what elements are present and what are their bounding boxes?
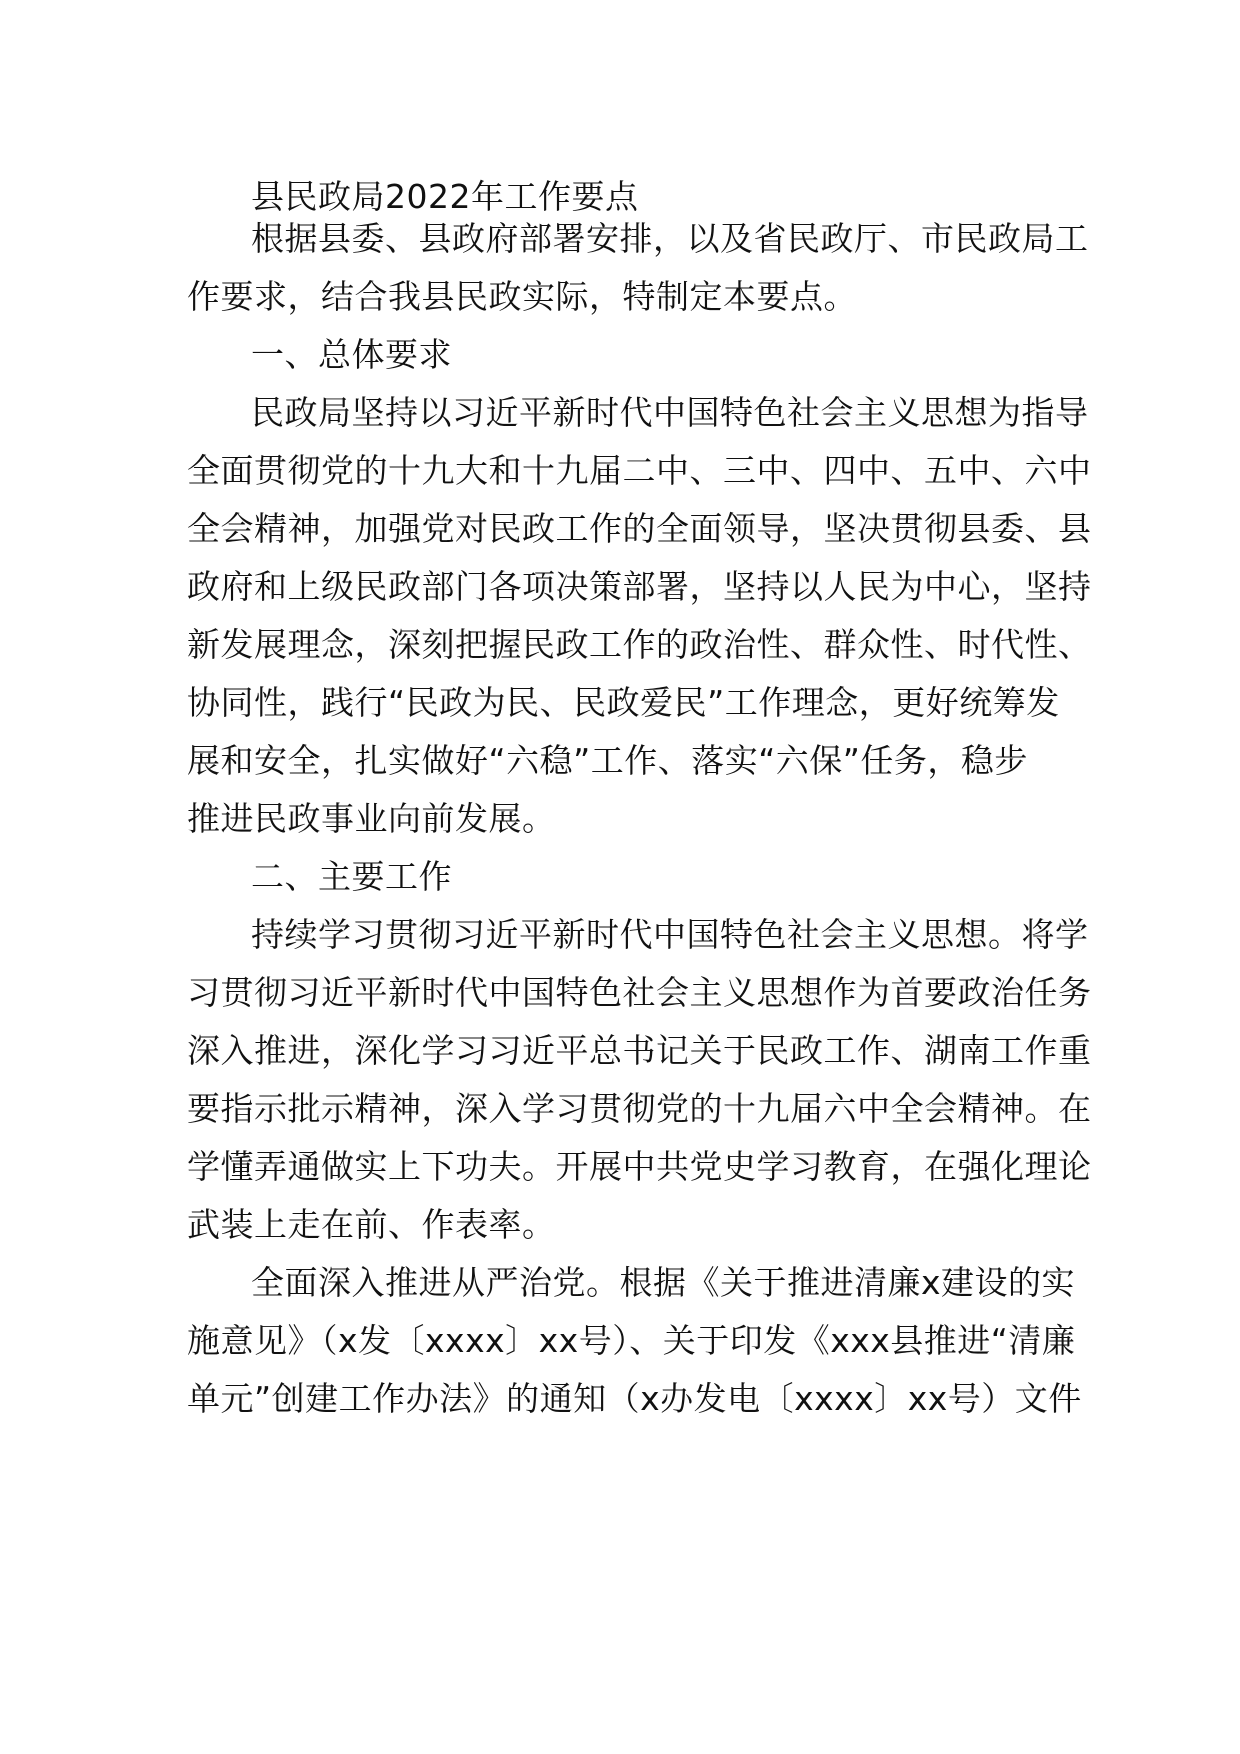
document-title: 县民政局2022年工作要点 [251, 177, 639, 216]
section-heading: 一、总体要求 [251, 335, 452, 374]
paragraph-line: 推进民政事业向前发展。 [187, 799, 556, 838]
paragraph-line: 学懂弄通做实上下功夫。开展中共党史学习教育，在强化理论 [187, 1147, 1092, 1186]
paragraph-line: 新发展理念，深刻把握民政工作的政治性、群众性、时代性、 [187, 625, 1092, 664]
section-heading: 二、主要工作 [251, 857, 452, 896]
paragraph-line: 政府和上级民政部门各项决策部署，坚持以人民为中心，坚持 [187, 567, 1092, 606]
paragraph-line: 武装上走在前、作表率。 [187, 1205, 556, 1244]
paragraph-line: 作要求，结合我县民政实际，特制定本要点。 [187, 277, 857, 316]
paragraph-line: 习贯彻习近平新时代中国特色社会主义思想作为首要政治任务 [187, 973, 1092, 1012]
paragraph-line: 要指示批示精神，深入学习贯彻党的十九届六中全会精神。在 [187, 1089, 1092, 1128]
paragraph-line: 展和安全，扎实做好“六稳”工作、落实“六保”任务，稳步 [187, 741, 1028, 780]
paragraph-line: 施意见》（x发〔xxxx〕xx号）、关于印发《xxx县推进“清廉 [187, 1321, 1076, 1360]
paragraph-line: 全会精神，加强党对民政工作的全面领导，坚决贯彻县委、县 [187, 509, 1092, 548]
paragraph-line: 深入推进，深化学习习近平总书记关于民政工作、湖南工作重 [187, 1031, 1092, 1070]
paragraph-line: 民政局坚持以习近平新时代中国特色社会主义思想为指导 [251, 393, 1089, 432]
paragraph-line: 持续学习贯彻习近平新时代中国特色社会主义思想。将学 [251, 915, 1089, 954]
paragraph-line: 根据县委、县政府部署安排，以及省民政厅、市民政局工 [251, 219, 1089, 258]
paragraph-line: 协同性，践行“民政为民、民政爱民”工作理念，更好统筹发 [187, 683, 1060, 722]
paragraph-line: 单元”创建工作办法》的通知（x办发电〔xxxx〕xx号）文件 [187, 1379, 1082, 1418]
paragraph-line: 全面贯彻党的十九大和十九届二中、三中、四中、五中、六中 [187, 451, 1092, 490]
paragraph-line: 全面深入推进从严治党。根据《关于推进清廉x建设的实 [251, 1263, 1076, 1302]
